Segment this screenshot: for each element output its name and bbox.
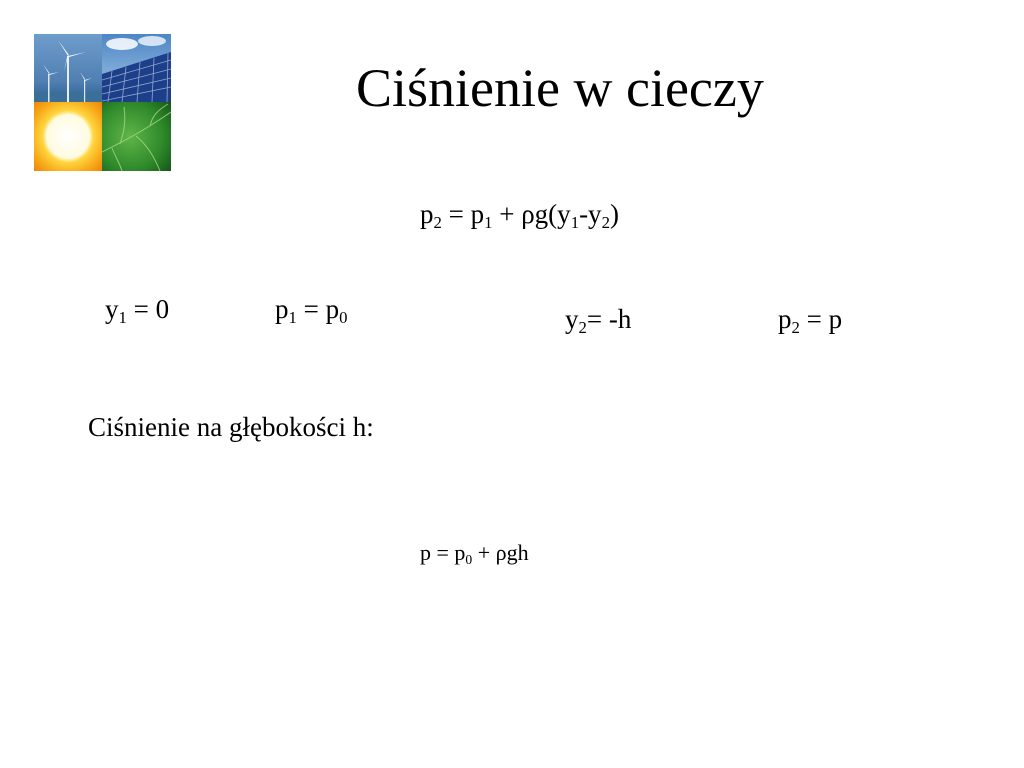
eq-text: p: [275, 294, 289, 324]
sun-image: [34, 102, 102, 171]
eq-subscript: 1: [484, 212, 493, 232]
p2-condition: [778, 303, 842, 335]
slide-title: Ciśnienie w cieczy: [356, 58, 764, 118]
eq-text: p: [420, 199, 434, 229]
wind-turbine-image: [34, 34, 102, 102]
y2-condition: [565, 303, 631, 335]
eq-text: = p: [441, 199, 485, 229]
eq-text: = p: [799, 304, 843, 334]
leaf-image: [102, 102, 171, 171]
eq-text: y: [105, 294, 119, 324]
depth-pressure-label: Ciśnienie na głębokości h:: [88, 412, 374, 442]
eq-text: = 0: [126, 294, 170, 324]
eq-subscript: 2: [791, 317, 800, 337]
eq-subscript: 2: [433, 212, 442, 232]
eq-text: + ρg(y: [492, 199, 571, 229]
eq-text: ): [609, 199, 619, 229]
energy-logo: [34, 34, 171, 171]
eq-text: = p: [296, 294, 340, 324]
solar-panel-image: [102, 34, 171, 102]
result-equation: [420, 540, 529, 566]
eq-text: = -h: [586, 304, 632, 334]
eq-subscript: 1: [288, 307, 297, 327]
eq-text: p = p: [420, 540, 466, 565]
pressure-equation: [420, 198, 619, 230]
eq-text: + ρgh: [472, 540, 529, 565]
eq-subscript: 1: [118, 307, 127, 327]
eq-subscript: 0: [339, 307, 348, 327]
p1-condition: [275, 293, 347, 325]
eq-text: y: [565, 304, 579, 334]
eq-subscript: 1: [570, 212, 580, 232]
eq-text: -y: [579, 199, 602, 229]
eq-subscript: 2: [578, 317, 587, 337]
eq-subscript: 0: [465, 551, 473, 567]
eq-subscript: 2: [601, 212, 610, 232]
y1-condition: [105, 293, 169, 325]
eq-text: p: [778, 304, 792, 334]
